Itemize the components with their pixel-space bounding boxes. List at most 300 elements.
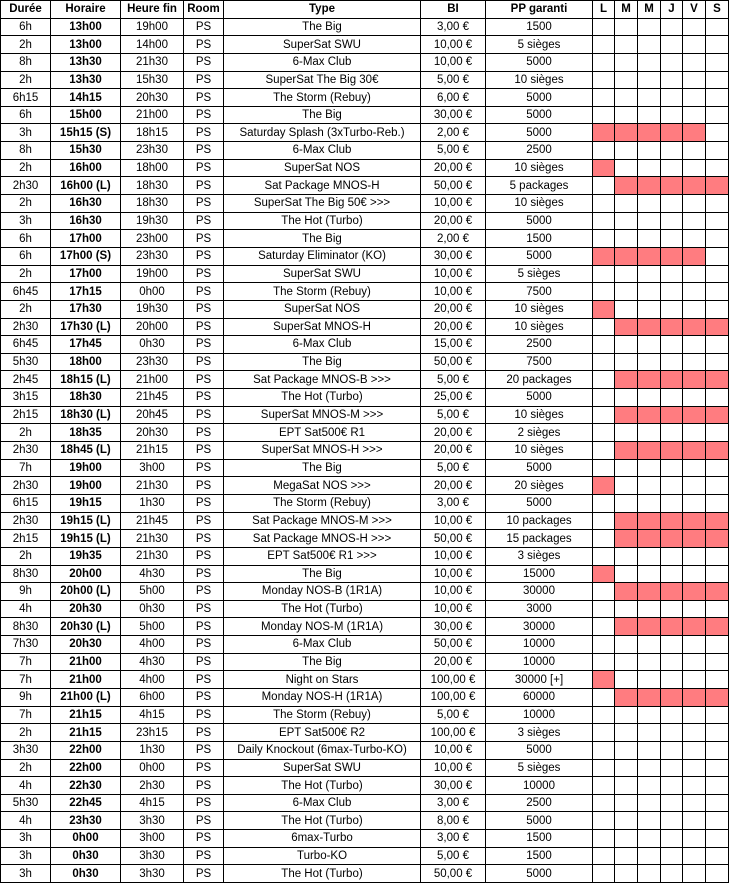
table-row: [1, 777, 729, 795]
day-cell-highlighted: [638, 688, 661, 706]
day-cell-highlighted: [615, 442, 638, 460]
day-cell: [593, 371, 615, 389]
day-cell: [683, 353, 706, 371]
cell-bi: 5,00 €: [421, 847, 486, 865]
day-cell: [615, 283, 638, 301]
day-cell: [638, 494, 661, 512]
cell-heure-fin: 20h30: [121, 89, 184, 107]
day-cell: [706, 794, 729, 812]
cell-type: The Big: [224, 565, 421, 583]
day-cell-highlighted: [593, 300, 615, 318]
cell-pp-garanti: 5000: [486, 106, 593, 124]
table-row: [1, 812, 729, 830]
day-cell: [638, 565, 661, 583]
day-cell-highlighted: [615, 530, 638, 548]
table-row: [1, 477, 729, 495]
day-cell: [683, 230, 706, 248]
cell-pp-garanti: 30000: [486, 618, 593, 636]
cell-type: Saturday Eliminator (KO): [224, 247, 421, 265]
day-cell-highlighted: [638, 124, 661, 142]
header-heure-fin: Heure fin: [121, 1, 184, 19]
cell-duree: 2h30: [1, 512, 51, 530]
cell-heure-fin: 2h30: [121, 777, 184, 795]
day-cell-highlighted: [683, 512, 706, 530]
cell-pp-garanti: 10 sièges: [486, 159, 593, 177]
day-cell: [615, 777, 638, 795]
day-cell: [593, 230, 615, 248]
cell-room: PS: [184, 353, 224, 371]
day-cell-highlighted: [683, 530, 706, 548]
cell-bi: 10,00 €: [421, 547, 486, 565]
day-cell: [706, 830, 729, 848]
day-cell: [661, 353, 683, 371]
cell-heure-fin: 21h00: [121, 106, 184, 124]
cell-duree: 8h30: [1, 618, 51, 636]
cell-horaire: 19h15 (L): [51, 512, 121, 530]
day-cell: [593, 865, 615, 883]
day-cell: [593, 653, 615, 671]
header-duree: Durée: [1, 1, 51, 19]
cell-bi: 3,00 €: [421, 18, 486, 36]
cell-pp-garanti: 10 sièges: [486, 318, 593, 336]
day-cell: [615, 547, 638, 565]
cell-horaire: 17h30 (L): [51, 318, 121, 336]
day-cell-highlighted: [593, 124, 615, 142]
day-cell-highlighted: [706, 442, 729, 460]
cell-pp-garanti: 5000: [486, 494, 593, 512]
cell-heure-fin: 5h00: [121, 583, 184, 601]
day-cell-highlighted: [661, 371, 683, 389]
day-cell-highlighted: [661, 442, 683, 460]
day-cell: [593, 794, 615, 812]
cell-type: The Storm (Rebuy): [224, 89, 421, 107]
cell-pp-garanti: 5000: [486, 124, 593, 142]
day-cell: [706, 847, 729, 865]
cell-room: PS: [184, 583, 224, 601]
day-cell-highlighted: [661, 124, 683, 142]
day-cell: [615, 671, 638, 689]
cell-room: PS: [184, 265, 224, 283]
cell-bi: 10,00 €: [421, 512, 486, 530]
day-cell: [683, 195, 706, 213]
day-cell-highlighted: [661, 318, 683, 336]
day-cell: [683, 159, 706, 177]
cell-duree: 7h: [1, 653, 51, 671]
day-cell-highlighted: [638, 512, 661, 530]
header-room: Room: [184, 1, 224, 19]
cell-duree: 3h: [1, 212, 51, 230]
day-cell: [706, 18, 729, 36]
day-cell: [593, 812, 615, 830]
cell-bi: 20,00 €: [421, 300, 486, 318]
table-row: [1, 247, 729, 265]
cell-bi: 6,00 €: [421, 89, 486, 107]
day-cell: [661, 212, 683, 230]
day-cell: [615, 389, 638, 407]
cell-pp-garanti: 20 packages: [486, 371, 593, 389]
cell-type: 6-Max Club: [224, 336, 421, 354]
cell-duree: 2h15: [1, 530, 51, 548]
cell-horaire: 20h30: [51, 600, 121, 618]
table-row: [1, 230, 729, 248]
cell-bi: 15,00 €: [421, 336, 486, 354]
day-cell: [661, 389, 683, 407]
cell-horaire: 22h45: [51, 794, 121, 812]
cell-type: EPT Sat500€ R2: [224, 724, 421, 742]
cell-duree: 6h45: [1, 336, 51, 354]
table-row: [1, 724, 729, 742]
day-cell: [661, 283, 683, 301]
cell-type: Sat Package MNOS-H >>>: [224, 530, 421, 548]
cell-type: Sat Package MNOS-M >>>: [224, 512, 421, 530]
cell-type: The Storm (Rebuy): [224, 283, 421, 301]
cell-type: EPT Sat500€ R1 >>>: [224, 547, 421, 565]
day-cell-highlighted: [661, 583, 683, 601]
day-cell: [638, 865, 661, 883]
day-cell: [706, 212, 729, 230]
cell-duree: 2h: [1, 424, 51, 442]
cell-horaire: 22h00: [51, 741, 121, 759]
cell-pp-garanti: 5000: [486, 389, 593, 407]
table-row: [1, 53, 729, 71]
day-cell: [593, 618, 615, 636]
table-row: [1, 336, 729, 354]
cell-pp-garanti: 5000: [486, 89, 593, 107]
day-cell: [683, 142, 706, 160]
day-cell: [706, 195, 729, 213]
day-cell: [638, 847, 661, 865]
day-cell-highlighted: [683, 442, 706, 460]
day-cell: [683, 89, 706, 107]
day-cell: [683, 847, 706, 865]
cell-heure-fin: 0h30: [121, 336, 184, 354]
table-row: [1, 565, 729, 583]
cell-heure-fin: 15h30: [121, 71, 184, 89]
table-row: [1, 265, 729, 283]
day-cell: [683, 741, 706, 759]
day-cell: [615, 300, 638, 318]
day-cell: [615, 724, 638, 742]
day-cell: [661, 671, 683, 689]
table-row: [1, 671, 729, 689]
cell-heure-fin: 3h00: [121, 459, 184, 477]
cell-heure-fin: 19h30: [121, 300, 184, 318]
cell-horaire: 20h00 (L): [51, 583, 121, 601]
cell-horaire: 21h15: [51, 724, 121, 742]
day-cell-highlighted: [683, 247, 706, 265]
header-day-s: S: [706, 1, 729, 19]
day-cell: [661, 636, 683, 654]
cell-duree: 6h45: [1, 283, 51, 301]
day-cell: [683, 777, 706, 795]
cell-type: 6max-Turbo: [224, 830, 421, 848]
cell-room: PS: [184, 565, 224, 583]
cell-horaire: 22h30: [51, 777, 121, 795]
table-row: [1, 71, 729, 89]
cell-pp-garanti: 10000: [486, 636, 593, 654]
table-row: [1, 124, 729, 142]
cell-type: 6-Max Club: [224, 142, 421, 160]
cell-horaire: 17h30: [51, 300, 121, 318]
day-cell: [706, 600, 729, 618]
header-day-l: L: [593, 1, 615, 19]
cell-heure-fin: 21h30: [121, 477, 184, 495]
header-day-v: V: [683, 1, 706, 19]
day-cell: [638, 36, 661, 54]
day-cell: [593, 706, 615, 724]
table-row: [1, 389, 729, 407]
cell-heure-fin: 4h30: [121, 565, 184, 583]
day-cell: [661, 812, 683, 830]
cell-type: SuperSat The Big 50€ >>>: [224, 195, 421, 213]
cell-horaire: 21h00: [51, 653, 121, 671]
cell-horaire: 16h00: [51, 159, 121, 177]
day-cell: [593, 741, 615, 759]
cell-duree: 3h15: [1, 389, 51, 407]
cell-horaire: 23h30: [51, 812, 121, 830]
cell-room: PS: [184, 318, 224, 336]
cell-duree: 2h45: [1, 371, 51, 389]
cell-room: PS: [184, 671, 224, 689]
cell-duree: 3h30: [1, 741, 51, 759]
day-cell-highlighted: [638, 406, 661, 424]
cell-bi: 2,00 €: [421, 230, 486, 248]
cell-duree: 8h30: [1, 565, 51, 583]
day-cell: [593, 318, 615, 336]
cell-pp-garanti: 60000: [486, 688, 593, 706]
cell-heure-fin: 14h00: [121, 36, 184, 54]
cell-bi: 5,00 €: [421, 371, 486, 389]
cell-type: Sat Package MNOS-B >>>: [224, 371, 421, 389]
cell-bi: 50,00 €: [421, 636, 486, 654]
day-cell: [638, 230, 661, 248]
cell-type: The Hot (Turbo): [224, 389, 421, 407]
day-cell: [683, 636, 706, 654]
day-cell: [706, 459, 729, 477]
table-row: [1, 283, 729, 301]
day-cell: [615, 494, 638, 512]
cell-type: The Big: [224, 18, 421, 36]
day-cell: [593, 177, 615, 195]
cell-heure-fin: 20h45: [121, 406, 184, 424]
cell-heure-fin: 21h30: [121, 53, 184, 71]
cell-bi: 20,00 €: [421, 653, 486, 671]
cell-bi: 30,00 €: [421, 777, 486, 795]
cell-duree: 8h: [1, 53, 51, 71]
day-cell-highlighted: [683, 318, 706, 336]
day-cell-highlighted: [615, 318, 638, 336]
day-cell: [706, 353, 729, 371]
day-cell: [706, 671, 729, 689]
day-cell: [683, 794, 706, 812]
day-cell: [683, 389, 706, 407]
day-cell: [638, 741, 661, 759]
day-cell: [638, 724, 661, 742]
cell-duree: 7h: [1, 671, 51, 689]
cell-pp-garanti: 5000: [486, 247, 593, 265]
day-cell: [615, 106, 638, 124]
day-cell: [593, 459, 615, 477]
cell-horaire: 0h30: [51, 847, 121, 865]
cell-duree: 2h: [1, 195, 51, 213]
table-row: [1, 847, 729, 865]
day-cell: [706, 142, 729, 160]
table-row: [1, 36, 729, 54]
cell-horaire: 17h15: [51, 283, 121, 301]
table-row: [1, 371, 729, 389]
table-row: [1, 741, 729, 759]
cell-bi: 10,00 €: [421, 53, 486, 71]
cell-type: SuperSat MNOS-H >>>: [224, 442, 421, 460]
cell-heure-fin: 18h30: [121, 195, 184, 213]
day-cell: [615, 159, 638, 177]
cell-type: SuperSat MNOS-H: [224, 318, 421, 336]
cell-heure-fin: 19h00: [121, 18, 184, 36]
cell-type: Daily Knockout (6max-Turbo-KO): [224, 741, 421, 759]
cell-heure-fin: 21h45: [121, 512, 184, 530]
day-cell: [683, 547, 706, 565]
cell-heure-fin: 19h00: [121, 265, 184, 283]
cell-room: PS: [184, 688, 224, 706]
day-cell: [615, 53, 638, 71]
cell-horaire: 18h30: [51, 389, 121, 407]
cell-type: SuperSat MNOS-M >>>: [224, 406, 421, 424]
cell-heure-fin: 18h15: [121, 124, 184, 142]
day-cell-highlighted: [661, 247, 683, 265]
cell-horaire: 19h00: [51, 477, 121, 495]
day-cell: [615, 847, 638, 865]
day-cell: [615, 36, 638, 54]
day-cell-highlighted: [615, 512, 638, 530]
cell-horaire: 14h15: [51, 89, 121, 107]
cell-pp-garanti: 20 sièges: [486, 477, 593, 495]
day-cell: [615, 459, 638, 477]
day-cell: [661, 600, 683, 618]
cell-bi: 20,00 €: [421, 424, 486, 442]
day-cell-highlighted: [661, 618, 683, 636]
cell-type: The Hot (Turbo): [224, 600, 421, 618]
cell-bi: 3,00 €: [421, 494, 486, 512]
cell-pp-garanti: 1500: [486, 18, 593, 36]
day-cell: [683, 265, 706, 283]
cell-duree: 2h: [1, 724, 51, 742]
day-cell: [706, 36, 729, 54]
day-cell-highlighted: [638, 371, 661, 389]
day-cell: [593, 283, 615, 301]
cell-pp-garanti: 10000: [486, 706, 593, 724]
cell-bi: 30,00 €: [421, 106, 486, 124]
cell-bi: 10,00 €: [421, 565, 486, 583]
table-row: [1, 794, 729, 812]
day-cell: [638, 424, 661, 442]
day-cell: [593, 389, 615, 407]
day-cell: [706, 777, 729, 795]
day-cell: [615, 565, 638, 583]
cell-duree: 9h: [1, 583, 51, 601]
cell-pp-garanti: 5000: [486, 741, 593, 759]
day-cell: [683, 600, 706, 618]
day-cell: [683, 671, 706, 689]
cell-heure-fin: 1h30: [121, 494, 184, 512]
cell-duree: 2h: [1, 759, 51, 777]
day-cell: [706, 389, 729, 407]
table-row: [1, 142, 729, 160]
day-cell: [638, 159, 661, 177]
cell-bi: 10,00 €: [421, 583, 486, 601]
day-cell: [615, 353, 638, 371]
cell-duree: 5h30: [1, 794, 51, 812]
cell-pp-garanti: 3000: [486, 600, 593, 618]
day-cell: [706, 494, 729, 512]
day-cell-highlighted: [706, 318, 729, 336]
day-cell-highlighted: [615, 618, 638, 636]
day-cell: [661, 106, 683, 124]
cell-bi: 50,00 €: [421, 865, 486, 883]
cell-heure-fin: 21h00: [121, 371, 184, 389]
cell-type: The Storm (Rebuy): [224, 706, 421, 724]
day-cell: [593, 106, 615, 124]
day-cell-highlighted: [706, 512, 729, 530]
cell-heure-fin: 4h30: [121, 653, 184, 671]
day-cell: [638, 636, 661, 654]
day-cell: [706, 106, 729, 124]
cell-room: PS: [184, 459, 224, 477]
cell-bi: 10,00 €: [421, 600, 486, 618]
cell-horaire: 18h15 (L): [51, 371, 121, 389]
cell-type: 6-Max Club: [224, 636, 421, 654]
day-cell: [683, 459, 706, 477]
day-cell: [593, 847, 615, 865]
cell-horaire: 18h35: [51, 424, 121, 442]
day-cell-highlighted: [638, 618, 661, 636]
day-cell: [661, 18, 683, 36]
cell-horaire: 20h30: [51, 636, 121, 654]
day-cell: [638, 212, 661, 230]
day-cell: [615, 142, 638, 160]
table-row: [1, 159, 729, 177]
cell-duree: 6h15: [1, 494, 51, 512]
cell-pp-garanti: 5000: [486, 459, 593, 477]
day-cell-highlighted: [615, 688, 638, 706]
day-cell: [593, 636, 615, 654]
cell-heure-fin: 23h30: [121, 247, 184, 265]
cell-duree: 2h30: [1, 442, 51, 460]
day-cell: [661, 777, 683, 795]
cell-duree: 2h30: [1, 318, 51, 336]
cell-room: PS: [184, 424, 224, 442]
cell-type: SuperSat SWU: [224, 759, 421, 777]
day-cell: [638, 142, 661, 160]
cell-pp-garanti: 5000: [486, 53, 593, 71]
day-cell: [683, 724, 706, 742]
cell-horaire: 13h30: [51, 53, 121, 71]
cell-bi: 10,00 €: [421, 36, 486, 54]
day-cell-highlighted: [683, 371, 706, 389]
header-type: Type: [224, 1, 421, 19]
table-row: [1, 459, 729, 477]
cell-bi: 10,00 €: [421, 265, 486, 283]
day-cell-highlighted: [661, 512, 683, 530]
table-row: [1, 212, 729, 230]
day-cell-highlighted: [661, 688, 683, 706]
cell-heure-fin: 4h15: [121, 794, 184, 812]
cell-heure-fin: 0h00: [121, 283, 184, 301]
day-cell: [661, 230, 683, 248]
day-cell: [661, 794, 683, 812]
cell-duree: 6h: [1, 106, 51, 124]
day-cell: [615, 794, 638, 812]
cell-bi: 5,00 €: [421, 459, 486, 477]
